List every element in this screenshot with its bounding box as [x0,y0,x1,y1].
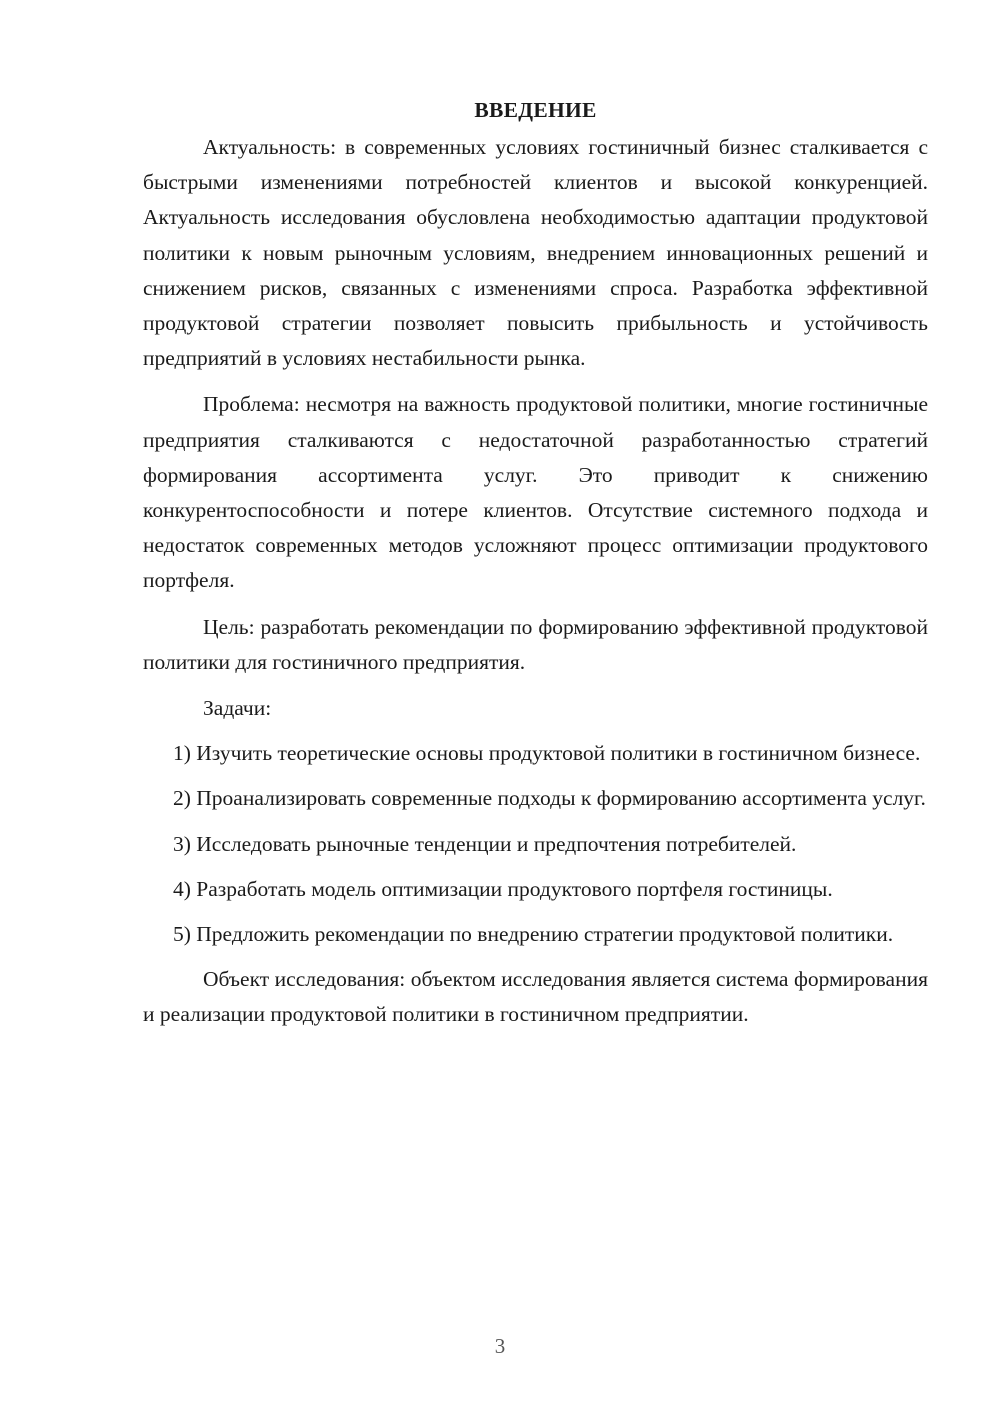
section-heading: ВВЕДЕНИЕ [474,98,597,122]
task-item-5: 5) Предложить рекомендации по внедрению стратегии продуктовой политики. [173,922,894,947]
task-item-1: 1) Изучить теоретические основы продуктовой политики в гостиничном бизнесе. [173,741,921,766]
goal-paragraph: Цель: разработать рекомендации по формированию эффективной продуктовой политики для гостиничного предприятия. [143,614,928,674]
relevance-paragraph: Актуальность: в современных условиях гостиничный бизнес сталкивается с быстрыми изменениями потребностей клиентов и высокой конкуренцией. Актуальность исследования обусловлена необходимостью адаптации продуктовой политики к новым рыночным условиям, внедрением инновационных решений и снижением рисков, связанных с изменениями спроса. Разработка эффективной продуктовой стратегии позволяет повысить прибыльность и устойчивость предприятий в условиях нестабильности рынка. [143,135,928,371]
tasks-title: Задачи: [203,696,272,721]
problem-paragraph: Проблема: несмотря на важность продуктовой политики, многие гостиничные предприятия сталкиваются с недостаточной разработанностью стратегий формирования ассортимента услуг. Это приводит к снижению конкурентоспособности и потере клиентов. Отсутствие системного подхода и недостаток современных методов усложняют процесс оптимизации продуктового портфеля. [143,392,928,593]
page-content [143,92,928,1033]
task-item-4: 4) Разработать модель оптимизации продуктового портфеля гостиницы. [173,876,833,901]
page-number: 3 [494,1334,506,1358]
task-item-3: 3) Исследовать рыночные тенденции и предпочтения потребителей. [173,831,797,856]
object-paragraph: Объект исследования: объектом исследования является система формирования и реализации продуктовой политики в гостиничном предприятии. [143,967,928,1027]
task-item-2: 2) Проанализировать современные подходы к формированию ассортимента услуг. [173,786,926,811]
